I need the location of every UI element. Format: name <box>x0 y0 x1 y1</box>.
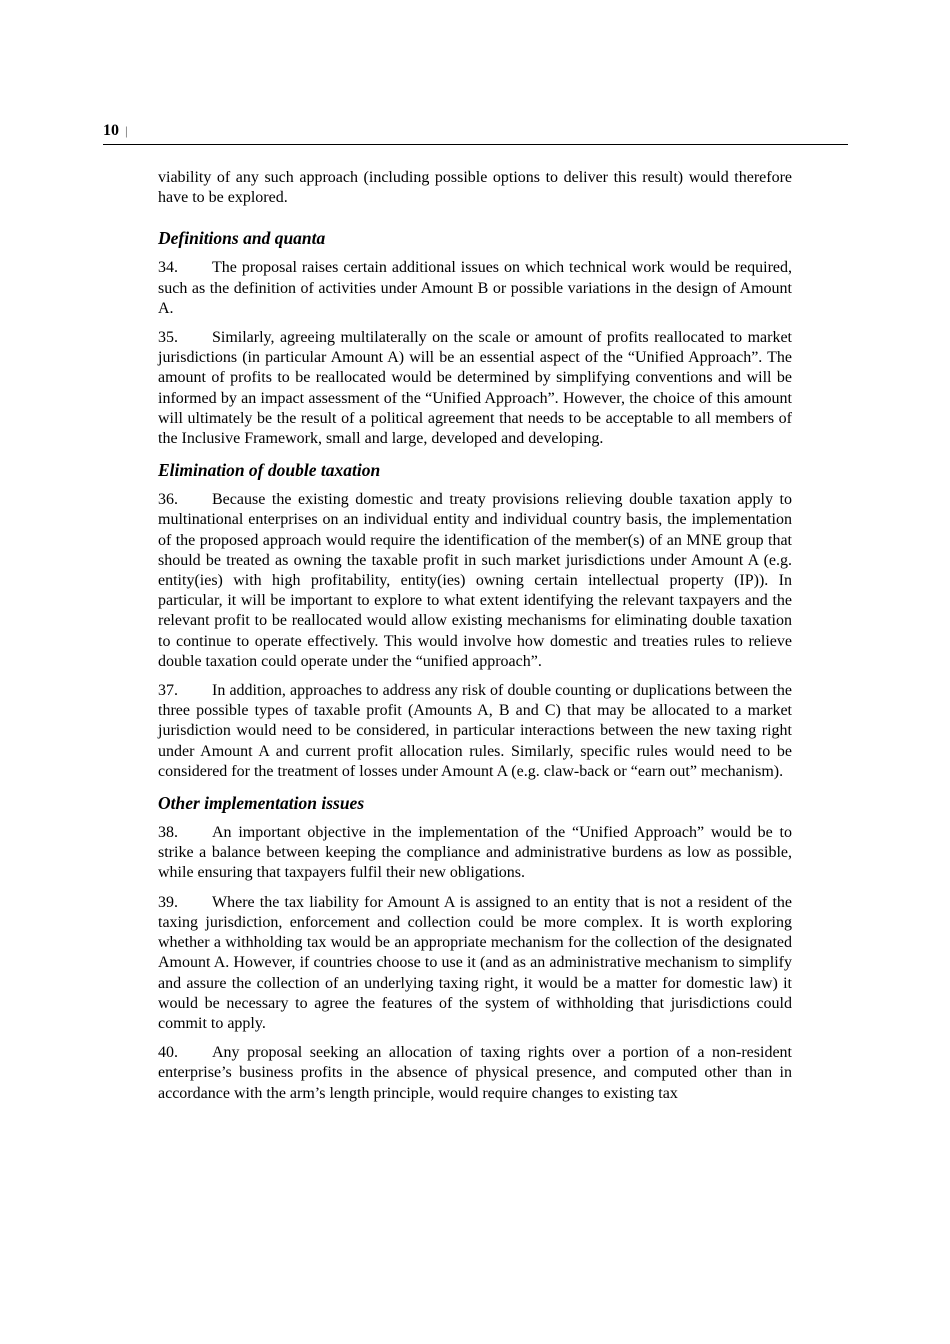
paragraph-34 <box>158 258 792 319</box>
paragraph-text: Where the tax liability for Amount A is assigned to an entity that is not a resident of the taxing jurisdiction, enforcement and collection could be more complex. It is worth exploring whether a withholding tax would be an appropriate mechanism for the collection of the designated Amount A. However, if countries choose to use it (and as an administrative mechanism to simplify and assure the collection of an underlying taxing right, it would be a matter for domestic law) it would be necessary to agree the features of the system of withholding that jurisdictions could commit to apply. <box>158 893 792 1032</box>
paragraph-text: Because the existing domestic and treaty provisions relieving double taxation apply to multinational enterprises on an individual entity and individual country basis, the implementation of the proposed approach would require the identification of the member(s) of an MNE group that should be treated as owning the taxable profit in such market jurisdictions under Amount A (e.g. entity(ies) with high profitability, entity(ies) owning certain intellectual property (IP)). In particular, it will be important to explore to what extent identifying the relevant taxpayers and the relevant profit to be reallocated would allow existing mechanisms for eliminating double taxation to continue to operate effectively. This would involve how domestic and treaties rules to relieve double taxation could operate under the “unified approach”. <box>158 491 792 670</box>
page-body <box>158 168 792 1113</box>
paragraph-36 <box>158 490 792 672</box>
intro-paragraph: viability of any such approach (including possible options to deliver this result) would therefore have to be explored. <box>158 169 792 207</box>
paragraph-number: 37. <box>158 682 178 700</box>
paragraph-39 <box>158 893 792 1034</box>
paragraph-text: Similarly, agreeing multilaterally on the scale or amount of profits reallocated to market jurisdictions (in particular Amount A) will be an essential aspect of the “Unified Approach”. The amount of profits to be reallocated would be determined by simplifying conventions and will be informed by an impact assessment of the “Unified Approach”. However, the choice of this amount will ultimately be the result of a political agreement that needs to be acceptable to all members of the Inclusive Framework, small and large, developed and developing. <box>158 329 792 448</box>
section-heading-definitions: Definitions and quanta <box>158 228 326 249</box>
paragraph-40 <box>158 1043 792 1104</box>
page-number: 10 <box>103 122 119 139</box>
paragraph-37 <box>158 681 792 782</box>
paragraph-text: An important objective in the implementation of the “Unified Approach” would be to strike a balance between keeping the compliance and administrative burdens as low as possible, while ensuring that taxpayers fulfil their new obligations. <box>158 824 792 882</box>
page-header <box>103 122 848 145</box>
paragraph-number: 39. <box>158 893 178 911</box>
paragraph-text: Any proposal seeking an allocation of taxing rights over a portion of a non-resident enterprise’s business profits in the absence of physical presence, and computed other than in accordance with the arm’s length principle, would require changes to existing tax <box>158 1044 792 1102</box>
paragraph-35 <box>158 328 792 449</box>
paragraph-number: 36. <box>158 491 178 509</box>
paragraph-38 <box>158 823 792 884</box>
header-separator: | <box>125 123 128 138</box>
section-heading-double-taxation: Elimination of double taxation <box>158 460 381 481</box>
section-heading-implementation: Other implementation issues <box>158 793 365 814</box>
paragraph-number: 40. <box>158 1044 178 1062</box>
paragraph-text: In addition, approaches to address any risk of double counting or duplications between the three possible types of taxable profit (Amounts A, B and C) that may be allocated to a market jurisdiction would need to be considered, in particular interactions between the new taxing right under Amount A and current profit allocation rules. Similarly, specific rules would need to be considered for the treatment of losses under Amount A (e.g. claw-back or “earn out” mechanism). <box>158 682 792 780</box>
paragraph-number: 38. <box>158 824 178 842</box>
paragraph-number: 34. <box>158 259 178 277</box>
paragraph-text: The proposal raises certain additional issues on which technical work would be required, such as the definition of activities under Amount B or possible variations in the design of Amount A. <box>158 259 792 317</box>
paragraph-number: 35. <box>158 329 178 347</box>
